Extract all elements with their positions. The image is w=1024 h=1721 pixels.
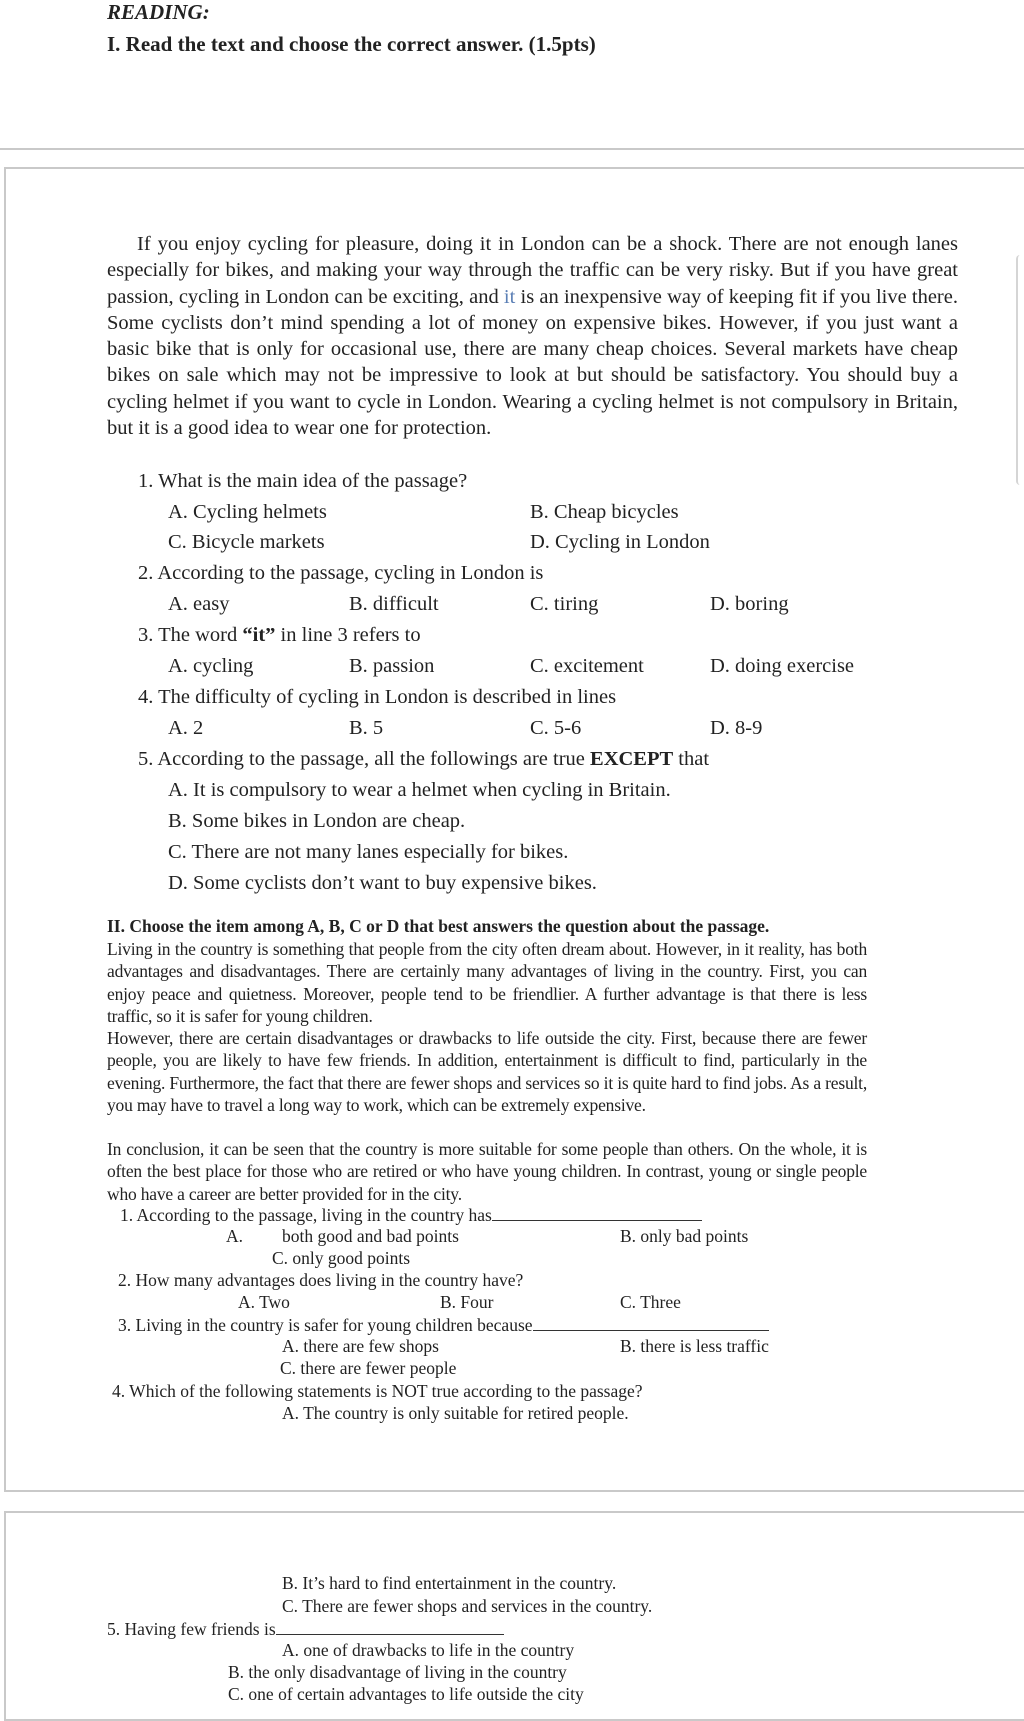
p1-q2-option-c[interactable]: C. tiring xyxy=(530,593,599,615)
p2-q3-option-c[interactable]: C. there are fewer people xyxy=(280,1358,457,1378)
part2-paragraph-2: However, there are certain disadvantages or drawbacks to life outside the city. First, because there are fewer people, you are likely to have few friends. In addition, entertainment is difficult to find, particularly in the evening. Furthermore, the fact that there are fewer shops and services so it is quite hard to find jobs. As a result, you may have to travel a long way to work, which can be extremely expensive. xyxy=(107,1028,867,1115)
p1-q5-option-d[interactable]: D. Some cyclists don’t want to buy expensive bikes. xyxy=(168,872,597,894)
p1-q2-option-a[interactable]: A. easy xyxy=(168,593,230,615)
p2-q1-option-c[interactable]: C. only good points xyxy=(272,1248,411,1268)
p1-q3-stem-post: in line 3 refers to xyxy=(275,624,421,646)
p2-q5-option-c[interactable]: C. one of certain advantages to life outside the city xyxy=(228,1684,584,1704)
p2-q3-stem xyxy=(118,1314,769,1336)
p1-q1-option-b[interactable]: B. Cheap bicycles xyxy=(530,501,679,523)
p2-q2-option-a[interactable]: A. Two xyxy=(238,1292,290,1312)
p1-q3-stem xyxy=(138,624,421,647)
p1-q5-stem xyxy=(138,748,709,771)
p1-q5-option-a[interactable]: A. It is compulsory to wear a helmet when cycling in Britain. xyxy=(168,779,671,801)
p2-q5-answer-blank[interactable] xyxy=(276,1618,504,1635)
p2-q1-option-a-letter[interactable]: A. xyxy=(226,1226,244,1246)
p1-q3-option-a[interactable]: A. cycling xyxy=(168,655,254,677)
p1-q2-option-b[interactable]: B. difficult xyxy=(349,593,439,615)
p2-q3-option-a[interactable]: A. there are few shops xyxy=(282,1336,439,1356)
p1-q5-stem-pre: 5. According to the passage, all the followings are true xyxy=(138,748,591,770)
p1-q3-option-b[interactable]: B. passion xyxy=(349,655,435,677)
p1-q3-stem-word: “it” xyxy=(242,624,276,646)
p2-q5-stem xyxy=(107,1618,504,1640)
p2-q3-option-b[interactable]: B. there is less traffic xyxy=(620,1336,769,1356)
p2-q4-option-b[interactable]: B. It’s hard to find entertainment in the country. xyxy=(282,1573,617,1593)
part1-passage xyxy=(107,231,958,441)
p2-q1-option-b[interactable]: B. only bad points xyxy=(620,1226,749,1246)
part2-paragraph-1: Living in the country is something that people from the city often dream about. However, in it reality, has both advantages and disadvantages. There are certainly many advantages of living in the country. First, you can enjoy peace and quietness. Moreover, people tend to be friendlier. A further advantage is that there is less traffic, so it is safer for young children. xyxy=(107,939,867,1026)
p1-q4-option-d[interactable]: D. 8-9 xyxy=(710,717,763,739)
part1-instruction: I. Read the text and choose the correct answer. (1.5pts) xyxy=(107,32,596,56)
p1-q1-option-a[interactable]: A. Cycling helmets xyxy=(168,501,327,523)
scrollbar-hint[interactable] xyxy=(1016,255,1024,485)
p1-q1-option-d[interactable]: D. Cycling in London xyxy=(530,531,710,553)
p2-q2-option-c[interactable]: C. Three xyxy=(620,1292,681,1312)
p1-q3-option-d[interactable]: D. doing exercise xyxy=(710,655,855,677)
passage-text-b: is an inexpensive way of keeping fit if you live there. Some cyclists don’t mind spending a lot of money on expensive bikes. However, if you just want a basic bike that is only for occasional use, there are many cheap choices. Several markets have cheap bikes on sale which may not be impressive to look at but should be satisfactory. You should buy a cycling helmet if you want to cycle in London. Wearing a cycling helmet is not compulsory in Britain, but it is a good idea to wear one for protection. xyxy=(107,285,958,440)
p1-q5-option-b[interactable]: B. Some bikes in London are cheap. xyxy=(168,810,466,832)
p2-q1-option-a[interactable]: both good and bad points xyxy=(282,1226,459,1246)
p1-q2-stem: 2. According to the passage, cycling in London is xyxy=(138,562,544,584)
p2-q5-option-a[interactable]: A. one of drawbacks to life in the country xyxy=(282,1640,575,1660)
passage-text-a: If you enjoy cycling for pleasure, doing it in London can be a shock. There are not enough lanes especially for bikes, and making your way through the traffic can be very risky. But if you have great passion, cycling in London can be exciting, and xyxy=(107,233,958,308)
p1-q1-option-c[interactable]: C. Bicycle markets xyxy=(168,531,325,553)
part2-instruction: II. Choose the item among A, B, C or D that best answers the question about the passage. xyxy=(107,916,770,936)
p2-q1-stem xyxy=(120,1204,702,1226)
p1-q5-option-c[interactable]: C. There are not many lanes especially for bikes. xyxy=(168,841,569,863)
p2-q5-stem-text: 5. Having few friends is xyxy=(107,1619,276,1639)
passage-word-it: it xyxy=(503,285,516,308)
p1-q3-option-c[interactable]: C. excitement xyxy=(530,655,644,677)
p1-q4-option-b[interactable]: B. 5 xyxy=(349,717,384,739)
p2-q4-option-a[interactable]: A. The country is only suitable for retired people. xyxy=(282,1403,629,1423)
p2-q3-stem-text: 3. Living in the country is safer for young children because xyxy=(118,1315,533,1335)
p1-q1-stem: 1. What is the main idea of the passage? xyxy=(138,470,468,492)
p2-q2-stem: 2. How many advantages does living in the country have? xyxy=(118,1270,524,1290)
p2-q4-option-c[interactable]: C. There are fewer shops and services in the country. xyxy=(282,1596,653,1616)
p1-q4-stem: 4. The difficulty of cycling in London is described in lines xyxy=(138,686,617,708)
p1-q4-option-c[interactable]: C. 5-6 xyxy=(530,717,582,739)
p2-q1-stem-text: 1. According to the passage, living in the country has xyxy=(120,1205,492,1225)
p1-q5-stem-bold: EXCEPT xyxy=(590,748,674,770)
p2-q3-answer-blank[interactable] xyxy=(533,1314,769,1331)
p2-q2-option-b[interactable]: B. Four xyxy=(440,1292,494,1312)
p1-q3-stem-pre: 3. The word xyxy=(138,624,243,646)
p1-q5-stem-post: that xyxy=(673,748,710,770)
p2-q4-stem: 4. Which of the following statements is NOT true according to the passage? xyxy=(112,1381,643,1401)
p2-q1-answer-blank[interactable] xyxy=(492,1204,702,1221)
section-title-reading: READING: xyxy=(107,0,210,24)
p1-q2-option-d[interactable]: D. boring xyxy=(710,593,789,615)
p1-q4-option-a[interactable]: A. 2 xyxy=(168,717,204,739)
part2-paragraph-3: In conclusion, it can be seen that the country is more suitable for some people than others. On the whole, it is often the best place for those who are retired or who have young children. In contrast, young or single people who have a career are better provided for in the city. xyxy=(107,1139,867,1204)
p2-q5-option-b[interactable]: B. the only disadvantage of living in the country xyxy=(228,1662,567,1682)
